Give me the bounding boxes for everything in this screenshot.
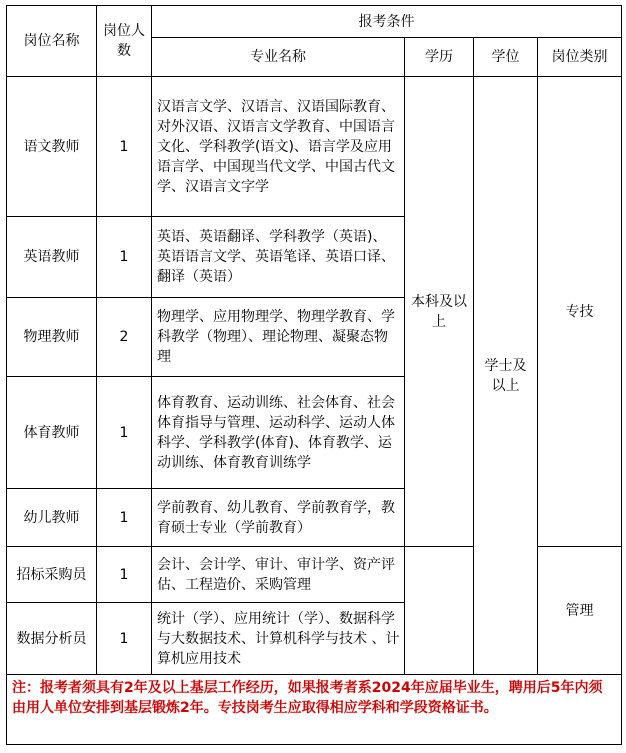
position-name-cell: 招标采购员 [7, 547, 97, 603]
education-empty-cell [405, 547, 474, 675]
header-position-name: 岗位名称 [7, 6, 97, 77]
category-mgmt-cell: 管理 [538, 547, 622, 675]
major-list-cell: 汉语言文学、汉语言、汉语国际教育、对外汉语、汉语言文学教育、中国语言文化、学科教学(语文)、语言学及应用语言学、中国现当代文学、中国古代文学、汉语言文字学 [152, 77, 405, 217]
major-list-cell: 会计、会计学、审计、审计学、资产评估、工程造价、采购管理 [152, 547, 405, 603]
position-name-cell: 语文教师 [7, 77, 97, 217]
position-count-cell: 1 [97, 217, 152, 298]
header-requirements: 报考条件 [152, 6, 622, 38]
position-count-cell: 1 [97, 77, 152, 217]
position-count-cell: 1 [97, 547, 152, 603]
position-count-cell: 1 [97, 603, 152, 675]
note-row [7, 675, 622, 745]
header-position-count: 岗位人数 [97, 6, 152, 77]
major-list-cell: 物理学、应用物理学、物理学教育、学科教学（物理）、理论物理、凝聚态物理 [152, 298, 405, 377]
note-text: 注：报考者须具有2年及以上基层工作经历，如果报考者系2024年应届毕业生，聘用后5年内须由用人单位安排到基层锻炼2年。专技岗考生应取得相应学科和学段资格证书。 [7, 675, 622, 745]
education-cell: 本科及以上 [405, 77, 474, 547]
position-count-cell: 1 [97, 377, 152, 489]
major-list-cell: 体育教育、运动训练、社会体育、社会体育指导与管理、运动科学、运动人体科学、学科教学(体育)、体育教学、运动训练、体育教育训练学 [152, 377, 405, 489]
header-row-1 [7, 6, 622, 38]
position-name-cell: 体育教师 [7, 377, 97, 489]
position-name-cell: 数据分析员 [7, 603, 97, 675]
position-name-cell: 物理教师 [7, 298, 97, 377]
header-degree: 学位 [474, 38, 538, 77]
header-category: 岗位类别 [538, 38, 622, 77]
major-list-cell: 英语、英语翻译、学科教学（英语)、英语语言文学、英语笔译、英语口译、翻译（英语） [152, 217, 405, 298]
position-count-cell: 1 [97, 489, 152, 547]
major-list-cell: 统计（学）、应用统计（学）、数据科学与大数据技术、计算机科学与技术 、计算机应用技术 [152, 603, 405, 675]
position-name-cell: 幼儿教师 [7, 489, 97, 547]
degree-cell: 学士及以上 [474, 77, 538, 675]
table-row [7, 77, 622, 217]
major-list-cell: 学前教育、幼儿教育、学前教育学，教育硕士专业（学前教育） [152, 489, 405, 547]
recruitment-table [6, 5, 622, 745]
header-major: 专业名称 [152, 38, 405, 77]
position-name-cell: 英语教师 [7, 217, 97, 298]
category-tech-cell: 专技 [538, 77, 622, 547]
position-count-cell: 2 [97, 298, 152, 377]
header-education: 学历 [405, 38, 474, 77]
